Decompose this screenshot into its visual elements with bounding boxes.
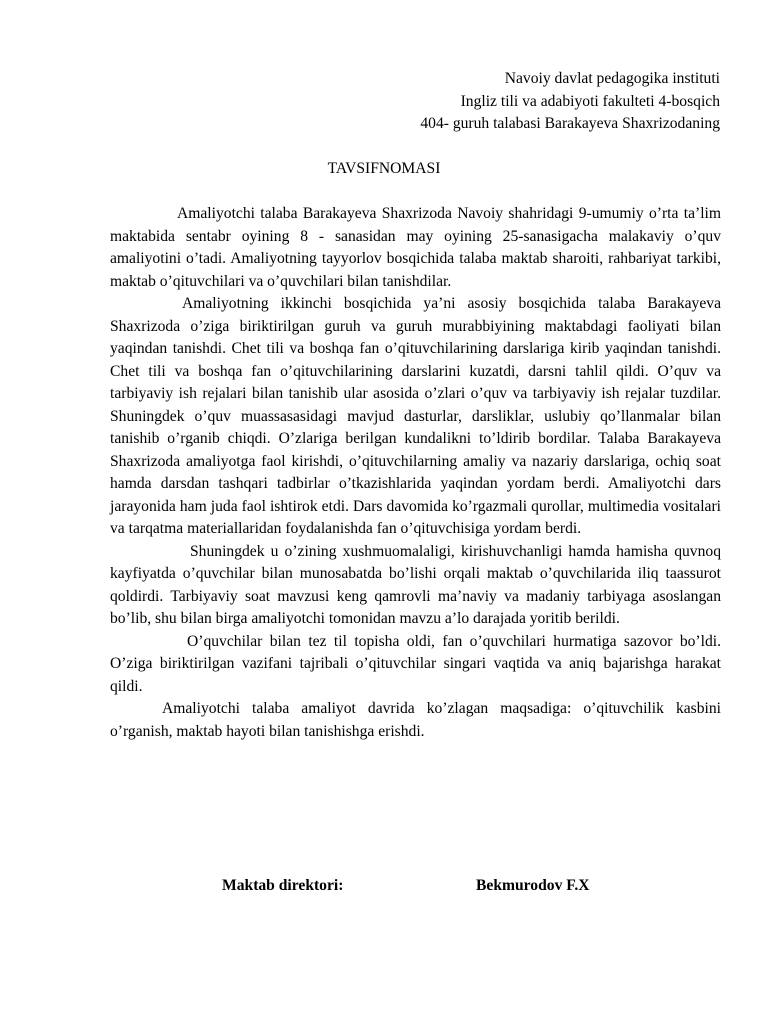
header-institute: Navoiy davlat pedagogika instituti [504,70,720,87]
signature-line [0,877,768,901]
signature-label: Maktab direktori: [222,877,344,894]
header-student: 404- guruh talabasi Barakayeva Shaxrizodaning [420,115,720,132]
paragraph: Amaliyotchi talaba Barakayeva Shaxrizoda Navoiy shahridagi 9-umumiy o’rta ta’lim maktabida sentabr oyining 8 - sanasidan may oyining 25-sanasigacha malakaviy o’quv amaliyotini o’tadi. Amaliyotning tayyorlov bosqichida talaba maktab sharoiti, rahbariyat tarkibi, maktab o’qituvchilari va o’quvchilari bilan tanishdilar. [110,205,721,290]
signature-name: Bekmurodov F.X [476,877,590,894]
document-title: TAVSIFNOMASI [327,160,441,177]
header-faculty: Ingliz tili va adabiyoti fakulteti 4-bosqich [460,92,720,110]
document-header [420,68,720,136]
paragraph: Amaliyotchi talaba amaliyot davrida ko’zlagan maqsadiga: o’qituvchilik kasbini o’rganish, maktab hayoti bilan tanishishga erishdi. [110,700,721,740]
paragraph: O’quvchilar bilan tez til topisha oldi, fan o’quvchilari hurmatiga sazovor bo’ldi. O’ziga biriktirilgan vazifani tajribali o’qituvchilar singari vaqtida va aniq bajarishga harakat qildi. [110,632,721,695]
paragraph: Shuningdek u o’zining xushmuomalaligi, kirishuvchanligi hamda hamisha quvnoq kayfiyatda o’quvchilar bilan munosabatda bo’lishi orqali maktab o’quvchilarida iliq taassurot qoldirdi. Tarbiyaviy soat mavzusi keng qamrovli ma’naviy va madaniy tarbiyaga asoslangan bo’lib, shu bilan birga amaliyotchi tomonidan mavzu a’lo darajada yoritib berildi. [110,542,721,627]
paragraph: Amaliyotning ikkinchi bosqichida ya’ni asosiy bosqichida talaba Barakayeva Shaxrizoda o’ziga biriktirilgan guruh va guruh murabbiyining maktabdagi faoliyati bilan yaqindan tanishdi. Chet tili va boshqa fan o’qituvchilarining darslariga kirib yaqindan tanishdi. Chet tili va boshqa fan o’qituvchilarining darslarini kuzatdi, darsni tahlil qildi. O’quv va tarbiyaviy ish rejalari bilan tanishib ular asosida o’zlari o’quv va tarbiyaviy ish rejalar tuzdilar. Shuningdek o’quv muassasasidagi mavjud dasturlar, darsliklar, uslubiy qo’llanmalar bilan tanishib o’rganib chiqdi. O’zlariga berilgan kundalikni to’ldirib bordilar. Talaba Barakayeva Shaxrizoda amaliyotga faol kirishdi, o’qituvchilarning amaliy va nazariy darslariga, ochiq soat hamda darsdan tashqari tadbirlar o’tkazishlarida yaqindan yordam berdi. Amaliyotchi dars jarayonida ham juda faol ishtirok etdi. Dars davomida ko’rgazmali qurollar, multimedia vositalari va tarqatma materiallaridan foydalanishda fan o’qituvchisiga yordam berdi. [110,295,721,537]
document-body [110,203,721,743]
